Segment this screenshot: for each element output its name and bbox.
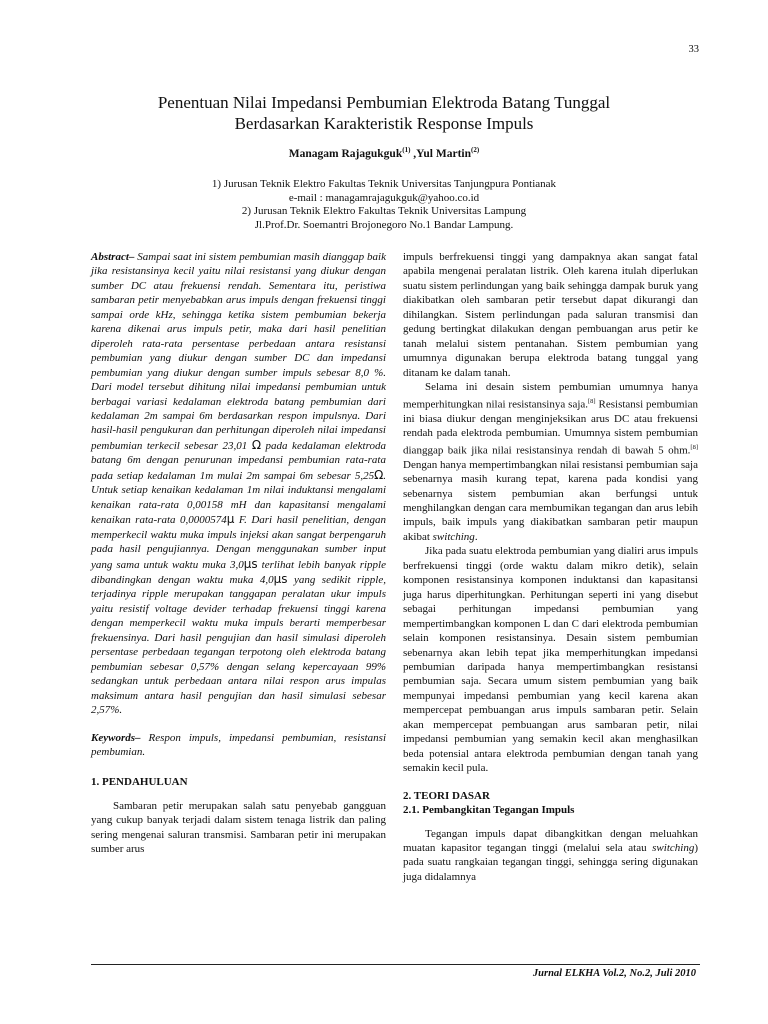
right-paragraph-3: Jika pada suatu elektroda pembumian yang dialiri arus impuls berfrekuensi tinggi (orde waktu dalam mikro detik), selain komponen resistansinya komponen induktansi dan kapasitansi juga harus diperhitungkan. Perhitungan seperti ini yang disebut sebagai perhitungan impedansi pembumian yang mempertimbangkan komponen L dan C dari elektroda pembumian selain komponen resistansinya. Desain sistem pembumian sebenarnya akan lebih tepat jika memperhitungkan impedansi pembumian daripada hanya mempertimbangkan resistansi pembumian saja. Secara umum sistem pembumian yang baik mempunyai impedansi pembumian yang kecil karena akan mempercepat pembuangan arus impuls sambaran petir. Selain akan mempercepat pembuangan arus sambaran petir, nilai impedansi pembumian yang semakin kecil akan menghasilkan beda potensial antara elektroda pembumian dengan tanah yang semakin kecil pula. — [403, 545, 698, 775]
authors — [90, 146, 678, 160]
p2-text-a: Selama ini desain sistem pembumian umumnya hanya memperhitungkan nilai resistansinya saja. — [403, 381, 698, 411]
author-1-mark: (1) — [402, 146, 411, 154]
affiliation-1-email: e-mail : managamrajagukguk@yahoo.co.id — [288, 191, 480, 204]
author-1: Managam Rajagukguk — [288, 147, 403, 160]
footer-divider — [91, 964, 700, 965]
affiliations — [90, 178, 678, 232]
title-line-1: Penentuan Nilai Impedansi Pembumian Elektroda Batang Tunggal — [157, 93, 611, 112]
affiliation-2: 2) Jurusan Teknik Elektro Fakultas Teknik Universitas Lampung — [241, 205, 527, 218]
journal-footer: Jurnal ELKHA Vol.2, No.2, Juli 2010 — [532, 968, 696, 979]
author-2-mark: (2) — [471, 146, 480, 154]
citation: [8] — [588, 397, 596, 405]
right-column — [403, 250, 698, 884]
p2-text-d: . — [474, 530, 478, 543]
left-column — [91, 250, 386, 857]
abstract-text-3: . Untuk setiap kenaikan kedalaman 1m nilai induktansi mengalami kenaikan rata-rata 0,00158 mH dan kapasitansi mengalami kenaikan rata-rata 0,0000574 — [91, 469, 386, 527]
keywords-text: Respon impuls, impedansi pembumian, resistansi pembumian. — [91, 731, 386, 758]
affiliation-2-address: Jl.Prof.Dr. Soemantri Brojonegoro No.1 Bandar Lampung. — [254, 218, 514, 231]
omega-symbol: Ω — [251, 437, 261, 452]
mu-symbol: μ — [226, 512, 235, 527]
citation: [8] — [690, 443, 698, 451]
microsecond-symbol: μs — [273, 571, 288, 586]
p4-text-b: ) pada suatu rangkaian tegangan tinggi, sehingga sering digunakan juga didalamnya — [403, 841, 698, 883]
microsecond-symbol: μs — [243, 556, 258, 571]
title-line-2: Berdasarkan Karakteristik Response Impuls — [234, 114, 534, 133]
section-1-paragraph: Sambaran petir merupakan salah satu penyebab gangguan yang cukup banyak terjadi dalam sistem tenaga listrik dan paling sering mengenai saluran transmisi. Sambaran petir ini merupakan sumber arus — [91, 799, 386, 856]
affiliation-1: 1) Jurusan Teknik Elektro Fakultas Teknik Universitas Tanjungpura Pontianak — [211, 178, 557, 190]
abstract-text-5: terlihat lebih banyak ripple dibandingkan dengan waktu muka 4,0 — [91, 558, 386, 586]
abstract-label: Abstract– — [91, 251, 135, 263]
abstract-text-6: yang sedikit ripple, terjadinya ripple merupakan tanggapan peralatan ukur impuls yaitu resistif voltage devider terhadap frekuensi tinggi karena dengan memperkecil waktu muka impuls berarti memperbesar frekuensinya. Dari hasil pengujian dan hasil simulasi diperoleh persentase perbedaan tegangan terpotong oleh elektroda batang pembumian sebesar 0,57% dengan selang kepercayaan 99% sedangkan untuk perbedaan antara nilai respon arus impulas maksimum antara hasil pengujian dan hasil simulasi sebesar 2,57%. — [91, 573, 386, 717]
section-1-heading: 1. PENDAHULUAN — [91, 776, 188, 789]
p4-text-a: Tegangan impuls dapat dibangkitkan dengan meluahkan muatan kapasitor tegangan tinggi (melalui sela atau — [403, 827, 698, 854]
right-paragraph-2 — [403, 380, 698, 544]
p2-text-c: Dengan hanya mempertimbangkan nilai resistansi pembumian saja sebenarnya masih kurang tepat, karena pada kondisi yang sebenarnya sistem pembumian akan berfungsi untuk menghilangkan dengan cara membumikan tegangan dan arus lebih impuls, baik impuls yang diakibatkan sambaran petir maupun akibat — [403, 458, 698, 543]
author-2: Yul Martin — [416, 147, 472, 160]
p4-italic-term: switching — [652, 841, 695, 854]
omega-symbol: Ω — [374, 467, 384, 482]
abstract-text-4: F. Dari hasil penelitian, dengan memperkecil waktu muka impuls injeksi akan sangat berpengaruh pada hasil pengujiannya. Dengan menggunakan sumber input yang sama untuk waktu muka 3,0 — [91, 514, 386, 571]
right-paragraph-1: impuls berfrekuensi tinggi yang dampaknya akan sangat fatal apabila mengenai peralatan listrik. Oleh karena itulah diperlukan suatu sistem perlindungan yang baik sehingga dampak buruk yang diakibatkan oleh sambaran petir tersebut dapat dikurangi dan dihilangkan. Sistem perlindungan pada saluran transmisi dan gedung bertingkat dilakukan dengan pembuangan arus petir ke tanah melalui sistem pentanahan. Sistem pembumian yang umumnya digunakan berupa elektroda batang tunggal yang ditanam ke dalam tanah. — [403, 251, 698, 379]
section-2-1-heading: 2.1. Pembangkitan Tegangan Impuls — [403, 804, 575, 817]
author-separator: , — [410, 147, 417, 160]
keywords-label: Keywords– — [91, 731, 141, 744]
right-paragraph-4 — [403, 827, 698, 885]
abstract-text-2: pada kedalaman elektroda batang 6m dengan penurunan impedansi pembumian rata-rata pada setiap kedalaman 1m mulai 2m sampai 6m sebesar 5,25 — [91, 439, 386, 482]
p2-italic-term: switching — [432, 530, 475, 543]
paper-title — [90, 92, 678, 134]
abstract — [91, 250, 386, 718]
section-2-heading: 2. TEORI DASAR — [403, 789, 490, 802]
keywords — [91, 731, 386, 760]
abstract-text-1: Sampai saat ini sistem pembumian masih dianggap baik jika resistansinya kecil yaitu nilai resistansi yang diukur dengan sumber DC atau frekuensi rendah. Sementara itu, peristiwa sambaran petir menyebabkan arus impuls dengan frekuensi tinggi sampai orde kHz, sehingga ketika sistem pembumian bekerja karena dikenai arus impuls petir, maka dari hasil penelitian diperoleh rata-rata persentase perbedaan antara resistansi pembumian yang diukur dengan sumber DC dan impedansi pembumian yang diukur dengan sumber impuls sebesar 8,0 %. Dari model tersebut dihitung nilai impedansi pembumian untuk berbagai variasi kedalaman elektroda batang pembumian dari kedalaman 2m sampai 6m berdasarkan respon impulsnya. Dari hasil-hasil pengukuran dan perhitungan diperoleh nilai impedansi pembumian terkecil sebesar 23,01 — [91, 251, 386, 452]
p2-text-b: Resistansi pembumian ini biasa diukur dengan menginjeksikan arus DC atau frekuensi rendah pada elektroda pembumian. Umumnya sistem pembumian dianggap baik jika nilai resistansinya rendah di bawah 5 ohm. — [403, 398, 698, 457]
page-number: 33 — [688, 44, 699, 55]
